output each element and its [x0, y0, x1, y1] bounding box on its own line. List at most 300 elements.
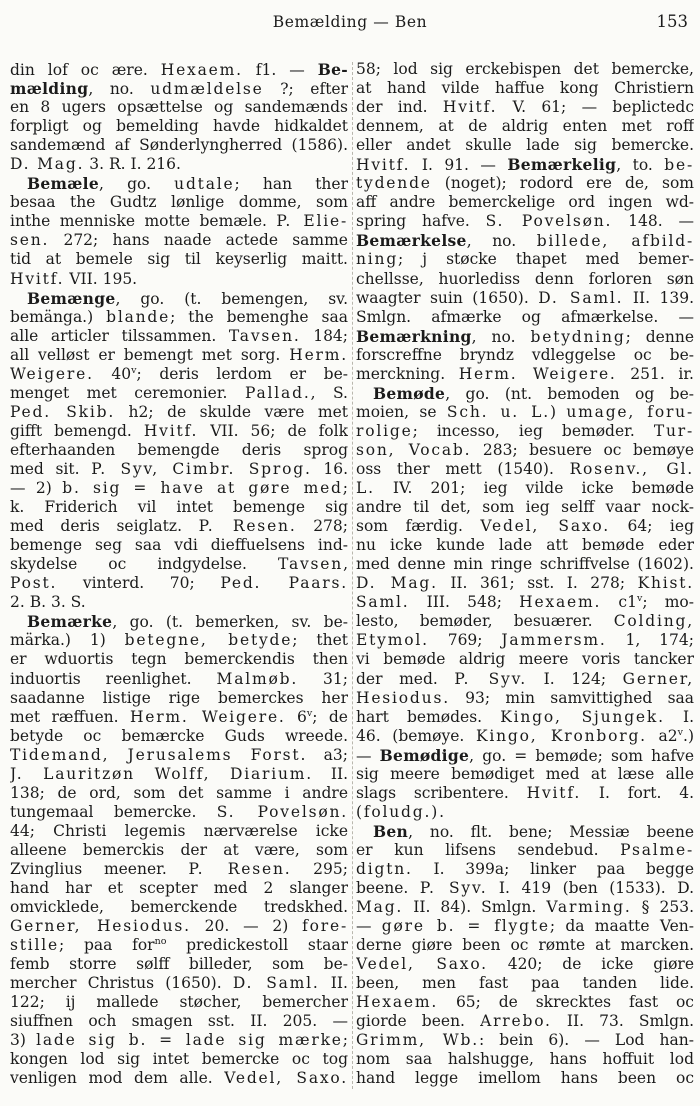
text-line — [356, 174, 694, 193]
text-segment: 122; ij mallede støcher, bemercher — [10, 993, 348, 1012]
text-segment: Hexaem. — [519, 593, 602, 612]
text-segment: I. 124; — [527, 669, 623, 688]
text-segment: f1. — — [242, 61, 318, 79]
text-segment: Vedel, Saxo. — [224, 1069, 348, 1088]
text-line — [356, 117, 694, 136]
text-segment: v — [306, 707, 313, 719]
text-segment: , go. (nt. bemoden og be- — [445, 384, 694, 403]
text-segment: , go. (t. bemengen, sv. — [115, 289, 348, 308]
text-segment: ; denne — [625, 327, 694, 346]
text-segment: moien, se — [356, 402, 447, 421]
text-line — [10, 841, 348, 860]
text-segment: Zvinglius meener. — [10, 859, 189, 878]
text-segment: udtale — [174, 175, 235, 194]
text-line — [10, 784, 348, 803]
text-line — [356, 765, 694, 784]
text-segment: alle articler tilssammen. — [10, 326, 229, 345]
text-line — [10, 574, 348, 593]
text-segment: , — [343, 555, 348, 574]
text-segment: Rosenv., Gl. — [569, 459, 694, 478]
text-line — [356, 784, 694, 803]
text-line — [356, 98, 694, 117]
text-line — [356, 327, 694, 346]
text-segment: Vedel, Saxo. — [480, 517, 611, 536]
text-segment: hand har et scepter med 2 slanger — [10, 879, 348, 898]
text-segment: Sch. u. L. — [446, 402, 550, 421]
text-segment: ) — [549, 402, 567, 421]
text-segment: son, Vocab. — [356, 440, 472, 459]
text-line — [10, 346, 348, 365]
text-segment: tid at bemele sig til keyserlig maitt. — [10, 250, 348, 269]
text-segment: 44; Christi legemis nærværelse icke — [10, 821, 348, 840]
text-segment: ; — [342, 479, 348, 498]
text-segment: eller andet skulle lade sig bemercke. — [356, 136, 694, 155]
text-line — [356, 631, 694, 650]
text-segment: Bemødige — [379, 745, 470, 765]
text-segment: Tavsen — [278, 555, 344, 574]
text-line — [356, 689, 694, 708]
text-segment: forpligt og bemelding havde hidkaldet — [10, 117, 348, 136]
text-line — [356, 1069, 694, 1088]
text-segment: oss ther mett (1540). — [356, 459, 570, 478]
text-segment: 6 — [285, 707, 307, 726]
text-segment: I. 399a; linker paa begge — [412, 859, 694, 878]
text-segment: 46. (bemøye. — [356, 726, 476, 745]
text-segment: induortis reenlighet. — [10, 669, 217, 688]
text-segment: sig meere bemødiget med at læse alle — [356, 764, 694, 783]
text-line — [10, 250, 348, 269]
text-line — [356, 1031, 694, 1050]
text-segment: (noget); rodord ere de, som — [431, 174, 694, 193]
text-segment: menget met ceremonier. — [10, 383, 245, 402]
text-segment: Smlgn. afmærke og afmærkelse. — — [356, 307, 694, 326]
text-line — [356, 555, 694, 574]
text-segment: venligen mod dem alle. — [10, 1069, 225, 1088]
text-segment: Etymol. — [356, 631, 429, 650]
text-segment: § 253. — [631, 898, 694, 917]
text-segment: Ben — [373, 821, 409, 841]
text-line — [356, 79, 694, 98]
text-segment: S. Povelsøn. — [216, 802, 348, 821]
text-line — [10, 289, 348, 308]
text-segment: waagter suin (1650). — [356, 288, 539, 307]
text-segment: Grimm, Wb. — [356, 1031, 479, 1050]
text-segment: ; de — [312, 707, 348, 726]
text-segment: Hvitf. — [356, 156, 411, 175]
text-segment: 3) — [10, 1031, 37, 1050]
text-segment: 58; lod sig erckebispen det bemercke, — [356, 60, 694, 78]
text-segment: a2 — [646, 726, 678, 745]
text-segment: D. Mag. — [356, 574, 438, 593]
text-line — [10, 993, 348, 1012]
text-segment: Hexaem. — [356, 993, 439, 1012]
text-line — [10, 955, 348, 974]
text-segment: femb storre sølff billeder, som be- — [10, 955, 348, 974]
text-segment: III. 548; — [409, 593, 520, 612]
text-line — [10, 155, 348, 174]
text-line — [10, 460, 348, 479]
text-line — [10, 212, 348, 231]
page-header — [0, 0, 700, 35]
text-segment: Hexaem. — [160, 61, 243, 79]
text-line — [356, 536, 694, 555]
text-segment: ; deris lerdom er be- — [136, 364, 348, 383]
text-segment: Saml. — [356, 593, 410, 612]
text-segment: ?; efter — [263, 80, 348, 99]
text-line — [10, 803, 348, 822]
text-segment: Arrebo. — [480, 1012, 552, 1031]
text-line — [356, 441, 694, 460]
text-segment: II. 84). Smlgn. — [403, 898, 547, 917]
text-line — [356, 898, 694, 917]
text-segment: derne giøre been oc rømte at marcken. — [356, 936, 694, 955]
text-line — [356, 136, 694, 155]
text-segment: D. Saml. — [232, 974, 320, 993]
text-line — [356, 917, 694, 936]
text-line — [356, 270, 694, 289]
text-line — [356, 993, 694, 1012]
text-segment: L. — [356, 479, 375, 498]
text-segment: Tidemand, Jerusalems Forst. — [10, 745, 308, 764]
text-line — [356, 289, 694, 308]
text-line — [356, 479, 694, 498]
text-segment: k. Friderich vil intet bemenge sig — [10, 498, 348, 517]
text-segment: Khist. — [637, 574, 694, 593]
text-segment: Bemæle — [27, 174, 100, 194]
column-divider — [352, 62, 353, 1089]
text-line — [356, 517, 694, 536]
text-segment: Bemænge — [27, 288, 116, 308]
text-segment: saadanne listige rige bemerckes her — [10, 688, 348, 707]
text-segment: Bemærkelig — [507, 155, 617, 175]
text-segment: andre til det, som ieg selff vaar nock- — [356, 498, 694, 517]
text-segment: bemenge seg saa vdi dieffuelsens ind- — [10, 536, 348, 555]
text-segment: II. 73. Smlgn. — [551, 1012, 694, 1031]
text-segment: Colding, — [613, 612, 694, 631]
text-line — [356, 955, 694, 974]
text-segment: hand legge imellom hans been oc — [356, 1069, 694, 1088]
text-line — [10, 593, 348, 612]
text-segment: billede, afbild- — [536, 232, 694, 251]
text-segment: 2. B. 3. S. — [10, 593, 86, 612]
text-line — [10, 765, 348, 784]
text-line — [356, 670, 694, 689]
text-segment: 65; de skrecktes fast oc — [438, 993, 694, 1012]
text-line — [10, 1069, 348, 1088]
text-line — [10, 536, 348, 555]
text-line — [356, 650, 694, 669]
text-segment: blande — [106, 307, 171, 326]
text-line — [10, 822, 348, 841]
text-line — [356, 803, 694, 822]
text-segment: 769; — [428, 631, 502, 650]
text-line — [10, 612, 348, 631]
text-segment: Tur- — [653, 421, 694, 440]
text-segment: , no. — [466, 232, 537, 251]
text-line — [356, 308, 694, 327]
text-segment: der med. — [356, 669, 455, 688]
text-segment: Gerner, — [622, 669, 694, 688]
text-segment: b. sig = have at gøre med — [62, 479, 343, 498]
page-number: 153 — [656, 12, 688, 31]
text-segment: , S. — [310, 383, 348, 402]
text-segment: dennem, at de aldrig enten met roff — [356, 117, 694, 136]
text-segment: I. 419 (ben (1533). D. — [487, 879, 694, 898]
text-line — [10, 479, 348, 498]
text-segment: spring hafve. — [356, 212, 486, 231]
text-segment: 138; de ord, som det samme i andre — [10, 783, 348, 802]
text-segment: all velløst er bemengt met sorg. — [10, 345, 290, 364]
text-segment: vinterd. 70; — [57, 574, 221, 593]
text-segment: hart bemødes. — [356, 707, 501, 726]
text-segment: Hvitf. — [143, 421, 199, 440]
text-line — [10, 136, 348, 155]
text-segment: c1 — [601, 593, 637, 612]
text-segment: märka.) 1) — [10, 631, 125, 650]
text-segment: 20. — 2) — [190, 917, 303, 936]
text-segment: 3. R. I. 216. — [84, 155, 181, 174]
text-line — [10, 1050, 348, 1069]
text-line — [10, 422, 348, 441]
text-segment: Herm. Weigere. — [129, 707, 286, 726]
text-segment: Bemøde — [373, 383, 446, 403]
text-segment: slags scribentere. — [356, 783, 527, 802]
text-line — [10, 117, 348, 136]
text-segment: Kingo, Sjungek. — [500, 707, 665, 726]
text-line — [10, 631, 348, 650]
text-segment: med deris seiglatz. — [10, 517, 199, 536]
text-line — [10, 689, 348, 708]
text-segment: 295; — [291, 859, 348, 878]
text-line — [10, 98, 348, 117]
text-segment: P. Resen. — [188, 859, 292, 878]
text-line — [356, 403, 694, 422]
text-segment: tydende — [356, 174, 432, 193]
text-segment: V. 61; — beplictedc — [497, 98, 694, 117]
text-line — [356, 231, 694, 250]
text-segment: chellsse, huorlediss denn forloren søn — [356, 269, 694, 288]
text-segment: Post. — [10, 574, 58, 593]
text-line — [10, 917, 348, 936]
text-segment: Hvitf. — [10, 269, 65, 288]
text-line — [10, 708, 348, 727]
text-line — [356, 879, 694, 898]
text-line — [356, 250, 694, 269]
text-line — [10, 365, 348, 384]
text-line — [356, 346, 694, 365]
text-segment: nom saa halshugge, hans hoffuit lod — [356, 1050, 694, 1069]
text-segment: — — [356, 746, 380, 765]
right-column — [356, 60, 694, 1089]
text-segment: ; mo- — [642, 593, 694, 612]
text-segment: din lof oc ære. — [10, 61, 161, 79]
text-segment: med denne min ringe schriffvelse (1602). — [356, 555, 694, 574]
text-segment: sen. — [10, 231, 50, 250]
text-segment: digtn. — [356, 859, 413, 878]
text-segment: ; the bemenghe saa — [170, 307, 348, 326]
text-line — [10, 650, 348, 669]
text-segment: h2; de skulde være met — [115, 402, 348, 421]
text-segment: I. fort. 4. — [581, 783, 694, 802]
text-line — [10, 898, 348, 917]
text-segment: lesto, bemøder, besuærer. — [356, 612, 614, 631]
text-line — [356, 60, 694, 79]
text-segment: v — [636, 593, 643, 605]
text-line — [356, 460, 694, 479]
text-segment: 1, 174; — [606, 631, 694, 650]
text-segment: gøre b. = flygte — [381, 917, 550, 936]
text-segment: II. 139. — [623, 288, 694, 307]
text-segment: IV. 201; ieg vilde icke bemøde — [374, 479, 694, 498]
text-segment: mælding — [10, 79, 89, 99]
text-segment: skydelse oc indgydelse. — [10, 555, 279, 574]
text-segment: Kingo, Kronborg. — [475, 726, 647, 745]
text-segment: I. 91. — — [410, 156, 508, 175]
text-segment: 40 — [93, 364, 132, 383]
text-segment: Pallad. — [244, 383, 311, 402]
text-line — [356, 212, 694, 231]
text-segment: Bemærke — [27, 612, 113, 632]
text-segment: 16. — [311, 459, 348, 478]
text-segment: P. Syv. — [454, 669, 528, 688]
text-segment: inthe menniske motte bemæle. — [10, 212, 277, 231]
text-segment: mercher Christus (1650). — [10, 974, 233, 993]
text-segment: — 2) — [10, 479, 63, 498]
text-segment: giorde been. — [356, 1012, 481, 1031]
text-segment: P. Syv, Cimbr. Sprog. — [91, 459, 312, 478]
text-line — [10, 670, 348, 689]
text-segment: Vedel, Saxo. — [356, 955, 488, 974]
text-line — [10, 384, 348, 403]
text-line — [356, 384, 694, 403]
text-segment: Hesiodus. — [356, 688, 450, 707]
text-segment: P. Resen. — [198, 517, 297, 536]
text-segment: der ind. — [356, 98, 443, 117]
text-line — [356, 193, 694, 212]
running-title: Bemælding — Ben — [272, 13, 428, 31]
text-segment: kongen lod sig intet bemercke oc tog — [10, 1050, 348, 1069]
text-segment: er kun lifsens sendebud. — [356, 840, 621, 859]
text-segment: nu icke kunde lade att bemøde eder — [356, 536, 694, 555]
text-line — [10, 193, 348, 212]
text-segment: , go. — [99, 175, 175, 194]
text-line — [356, 936, 694, 955]
text-segment: omvicklede, bemerckende tredskhed. — [10, 898, 348, 917]
text-segment: , to. — [616, 156, 665, 175]
text-segment: stille — [10, 936, 60, 955]
text-segment: J. Lauritzøn Wolff, Diarium. — [10, 764, 313, 783]
text-segment: alleene bemerckis der at være, som — [10, 840, 348, 859]
text-segment: (foludg.). — [356, 802, 446, 821]
text-segment: er wduortis tegn bemerckendis then — [10, 650, 348, 669]
text-segment: Hvitf. — [442, 98, 498, 117]
text-line — [356, 1012, 694, 1031]
text-segment: som færdig. — [356, 517, 481, 536]
text-segment: vi bemøde aldrig meere voris tancker — [356, 650, 694, 669]
text-segment: no — [154, 936, 167, 947]
text-line — [356, 612, 694, 631]
text-line — [356, 422, 694, 441]
text-segment: gifft bemengd. — [10, 421, 144, 440]
text-segment: Herm. — [289, 345, 348, 364]
text-segment: sandemænd af Sønderlyngherred (1586). — [10, 136, 348, 155]
text-segment: , go. = bemøde; som hafve — [469, 746, 694, 765]
text-line — [10, 1012, 348, 1031]
text-segment: Tavsen. — [228, 326, 301, 345]
text-segment: Malmøb. — [216, 669, 299, 688]
text-line — [356, 593, 694, 612]
text-segment: II. — [313, 764, 348, 783]
text-line — [356, 365, 694, 384]
text-segment: siuffnen och smagen sst. II. 205. — — [10, 1012, 348, 1031]
text-segment: merckning. — [356, 364, 459, 383]
text-line — [10, 327, 348, 346]
text-segment: udmældelse — [150, 80, 264, 99]
text-segment: , no. — [471, 327, 531, 346]
text-segment: .) — [683, 726, 694, 745]
text-segment: besaa the Gudtz lønlige domme, som — [10, 193, 348, 212]
text-line — [10, 879, 348, 898]
text-segment: 420; de icke giøre — [487, 955, 694, 974]
text-segment: D. Saml. — [538, 288, 624, 307]
text-line — [356, 746, 694, 765]
text-segment: Herm. Weigere. — [458, 364, 617, 383]
text-segment: ; da maatte Ven- — [549, 917, 694, 936]
text-line — [10, 1031, 348, 1050]
text-segment: 148. — — [612, 212, 694, 231]
text-segment: , no. — [88, 80, 151, 99]
text-segment: lade sig b. = lade sig mærke — [36, 1031, 343, 1050]
text-line — [10, 746, 348, 765]
text-line — [356, 974, 694, 993]
text-line — [356, 498, 694, 517]
text-segment: ning — [356, 250, 399, 269]
text-line — [10, 270, 348, 289]
text-segment: v — [131, 364, 137, 376]
text-segment: v — [677, 726, 684, 738]
text-segment: 278; — [296, 517, 348, 536]
text-segment: 272; hans naade actede samme — [49, 231, 348, 250]
text-segment: — — [356, 917, 382, 936]
text-segment: Gerner, Hesiodus. — [10, 917, 191, 936]
text-segment: 31; — [298, 669, 348, 688]
text-segment: I. — [664, 707, 694, 726]
text-line — [10, 517, 348, 536]
text-line — [10, 231, 348, 250]
text-segment: met ræffuen. — [10, 707, 130, 726]
text-line — [10, 308, 348, 327]
text-segment: 184; — [300, 326, 348, 345]
text-segment: ; thet — [292, 631, 348, 650]
text-segment: 93; min samvittighed saa — [449, 688, 694, 707]
text-line — [10, 860, 348, 879]
left-column — [10, 60, 348, 1089]
text-segment: Be- — [317, 60, 348, 79]
text-segment: rolige — [356, 421, 413, 440]
text-segment: en 8 ugers opsættelse og sandemænds — [10, 98, 348, 117]
text-segment: P. Syv. — [419, 879, 488, 898]
text-segment: beene. — [356, 879, 420, 898]
text-segment: , go. (t. bemerken, sv. be- — [112, 613, 348, 632]
text-segment: D. Mag. — [10, 155, 85, 174]
text-segment: efterhaanden bemengde deris sprog — [10, 440, 348, 459]
text-line — [356, 822, 694, 841]
text-line — [10, 79, 348, 98]
text-segment: VII. 195. — [64, 269, 138, 288]
text-segment: Jammersm. — [501, 631, 607, 650]
text-line — [10, 555, 348, 574]
text-segment: 283; besuere oc bemøye — [471, 440, 694, 459]
